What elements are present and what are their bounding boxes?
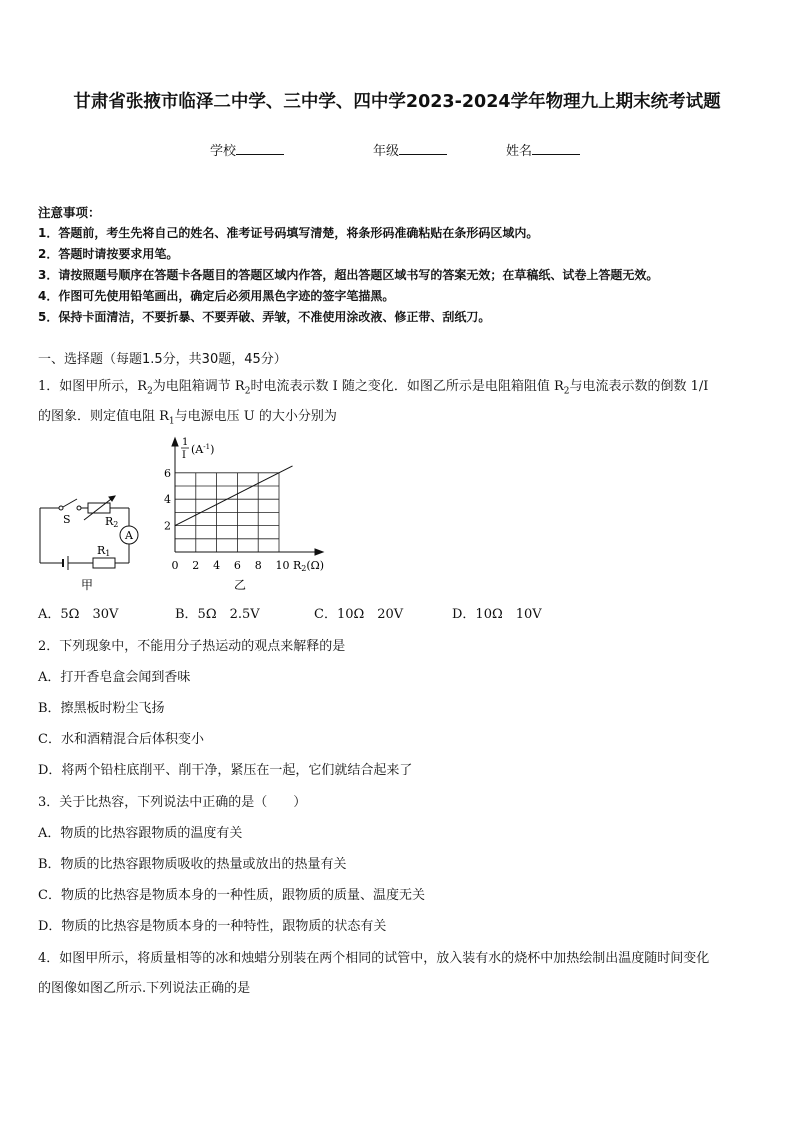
switch-label: S bbox=[63, 513, 71, 526]
r1-label-sub: 1 bbox=[105, 549, 111, 558]
x-unit-tail: (Ω) bbox=[306, 559, 325, 572]
data-line bbox=[175, 466, 293, 526]
q1-stem-line2 bbox=[38, 405, 337, 427]
note-item: 4．作图可先使用铅笔画出，确定后必须用黑色字迹的签字笔描黑。 bbox=[38, 289, 395, 303]
graph-caption: 乙 bbox=[234, 578, 247, 592]
school-blank[interactable] bbox=[236, 142, 284, 155]
school-label: 学校 bbox=[210, 144, 237, 159]
q1-sub: 2 bbox=[563, 386, 570, 397]
q1-sub: 2 bbox=[244, 386, 251, 397]
x-tick-label: 10 bbox=[275, 559, 290, 572]
q4-stem-line1: 4．如图甲所示，将质量相等的冰和烛蜡分别装在两个相同的试管中，放入装有水的烧杯中加热绘制出温度随时间变化 bbox=[38, 951, 710, 966]
q3-option-c[interactable]: C．物质的比热容是物质本身的一种性质，跟物质的质量、温度无关 bbox=[38, 888, 425, 903]
x-label-unit bbox=[293, 559, 324, 573]
r1-resistor bbox=[93, 558, 115, 568]
ammeter-label: A bbox=[125, 529, 133, 542]
q3-option-d[interactable]: D．物质的比热容是物质本身的一种特性，跟物质的状态有关 bbox=[38, 919, 387, 934]
school-field bbox=[210, 140, 284, 159]
resistance-graph bbox=[155, 432, 355, 592]
note-item: 5．保持卡面清洁，不要折暴、不要弄破、弄皱，不准使用涂改液、修正带、刮纸刀。 bbox=[38, 310, 491, 324]
q1-text: 与电源电压 U 的大小分别为 bbox=[174, 409, 337, 424]
y-tick-label: 4 bbox=[164, 493, 171, 507]
x-tick-label: 8 bbox=[254, 559, 262, 572]
note-item: 3．请按照题号顺序在答题卡各题目的答题区域内作答，超出答题区域书写的答案无效；在草稿纸、试卷上答题无效。 bbox=[38, 268, 659, 282]
note-item: 2．答题时请按要求用笔。 bbox=[38, 247, 179, 261]
name-field bbox=[506, 140, 580, 159]
section-title: 一、选择题（每题1.5分，共30题，45分） bbox=[38, 352, 287, 367]
note-item: 1．答题前，考生先将自己的姓名、准考证号码填写清楚，将条形码准确粘贴在条形码区域内。 bbox=[38, 226, 539, 240]
grade-blank[interactable] bbox=[399, 142, 447, 155]
q2-option-d[interactable]: D．将两个铅柱底削平、削干净，紧压在一起，它们就结合起来了 bbox=[38, 763, 413, 778]
grade-field bbox=[373, 140, 447, 159]
q3-option-a[interactable]: A．物质的比热容跟物质的温度有关 bbox=[38, 826, 243, 841]
q2-option-c[interactable]: C．水和酒精混合后体积变小 bbox=[38, 732, 204, 747]
x-axis-arrow bbox=[315, 549, 323, 555]
q3-stem: 3．关于比热容，下列说法中正确的是（ ） bbox=[38, 795, 307, 810]
y-axis-arrow bbox=[172, 438, 178, 446]
y-label-numerator: 1 bbox=[182, 437, 189, 448]
q1-option-c[interactable]: C．10Ω 20V bbox=[314, 607, 404, 622]
q2-option-b[interactable]: B．擦黑板时粉尘飞扬 bbox=[38, 701, 165, 716]
y-tick-label: 2 bbox=[164, 519, 171, 533]
name-label: 姓名 bbox=[506, 144, 533, 159]
r1-label bbox=[97, 544, 110, 558]
q2-option-a[interactable]: A．打开香皂盒会闻到香味 bbox=[38, 670, 191, 685]
q1-text: 1．如图甲所示，R bbox=[38, 379, 148, 394]
q1-text: 与电流表示数的倒数 1/I bbox=[569, 379, 709, 394]
q1-sub: 2 bbox=[147, 386, 153, 397]
grade-label: 年级 bbox=[373, 144, 400, 159]
q1-option-a[interactable]: A．5Ω 30V bbox=[38, 607, 119, 622]
q1-text: 为电阻箱调节 R bbox=[152, 379, 245, 394]
switch-blade bbox=[63, 499, 77, 507]
q1-sub: 1 bbox=[168, 416, 175, 427]
exam-title: 甘肃省张掖市临泽二中学、三中学、四中学2023-2024学年物理九上期末统考试题 bbox=[73, 92, 721, 112]
q1-text: 时电流表示数 I 随之变化．如图乙所示是电阻箱阻值 R bbox=[250, 379, 564, 394]
q3-option-b[interactable]: B．物质的比热容跟物质吸收的热量或放出的热量有关 bbox=[38, 857, 347, 872]
r1-label-main: R bbox=[97, 544, 106, 557]
y-label-denominator: I bbox=[182, 450, 186, 461]
x-unit-sub: 2 bbox=[301, 564, 307, 573]
circuit-caption: 甲 bbox=[81, 578, 94, 592]
q2-stem: 2．下列现象中，不能用分子热运动的观点来解释的是 bbox=[38, 639, 346, 654]
y-tick-label: 6 bbox=[164, 466, 171, 480]
x-tick-label: 2 bbox=[192, 559, 200, 572]
y-unit-close: ) bbox=[210, 443, 215, 456]
name-blank[interactable] bbox=[532, 142, 580, 155]
circuit-diagram bbox=[35, 490, 155, 595]
q1-option-b[interactable]: B．5Ω 2.5V bbox=[175, 607, 260, 622]
q1-stem-line1 bbox=[38, 375, 708, 397]
x-tick-label: 6 bbox=[233, 559, 241, 572]
notes-heading: 注意事项： bbox=[38, 205, 101, 220]
q4-stem-line2: 的图像如图乙所示.下列说法正确的是 bbox=[38, 981, 251, 996]
q1-text: 的图象．则定值电阻 R bbox=[38, 409, 169, 424]
q1-option-d[interactable]: D．10Ω 10V bbox=[452, 607, 542, 622]
y-unit-sup: -1 bbox=[203, 443, 211, 451]
x-tick-label: 4 bbox=[213, 559, 221, 572]
r2-label-sub: 2 bbox=[113, 520, 119, 529]
y-unit-main: (A bbox=[191, 443, 204, 456]
x-unit-main: R bbox=[293, 559, 302, 572]
x-tick-label: 0 bbox=[171, 559, 179, 572]
r2-label-main: R bbox=[105, 515, 114, 528]
r2-label bbox=[105, 515, 118, 529]
y-label-unit bbox=[191, 443, 214, 456]
